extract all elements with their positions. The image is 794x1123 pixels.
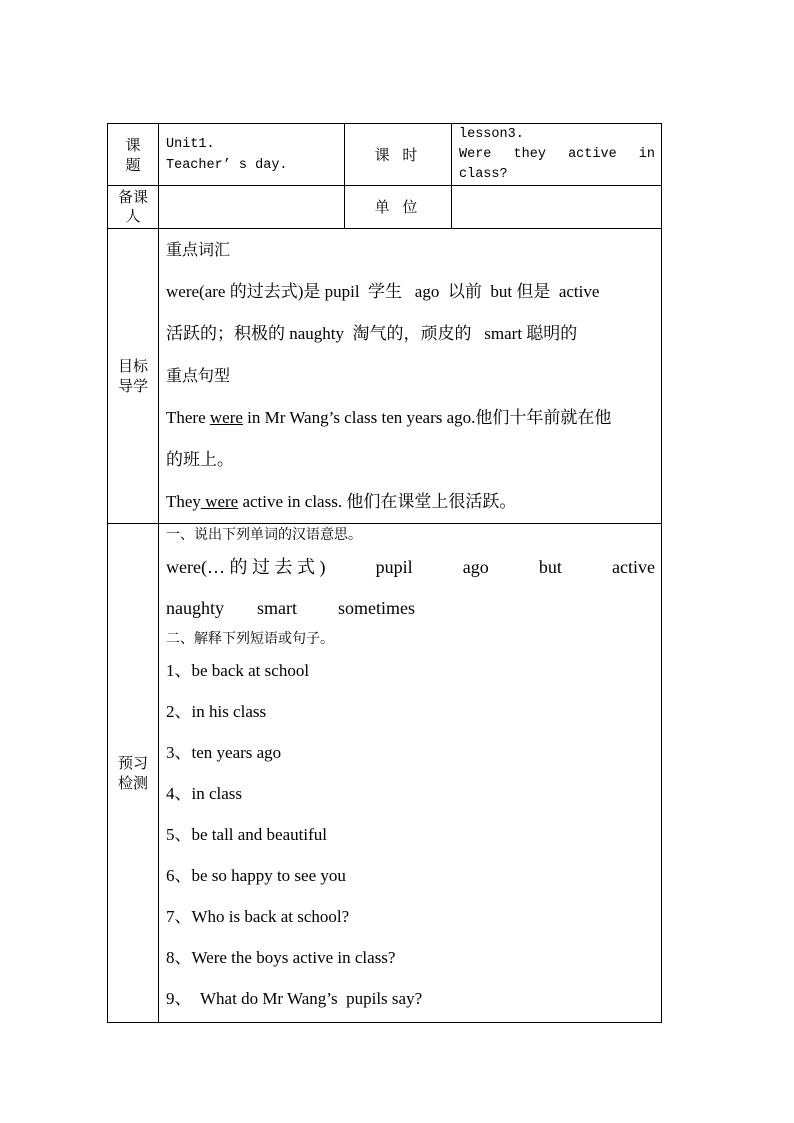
period-label: 课 时 — [374, 145, 422, 164]
goals-row — [108, 229, 662, 524]
word-ago: ago — [462, 557, 489, 577]
sentence-1-end: in Mr Wang’s class ten years ago.他们十年前就在他 — [242, 408, 612, 427]
lesson-plan-table — [107, 123, 662, 1023]
word-pupil: pupil — [375, 557, 413, 577]
section-2-title: 二、解释下列短语或句子。 — [166, 631, 334, 647]
unit-label-cell — [345, 186, 452, 229]
topic-value-cell — [159, 124, 345, 186]
preparer-value-cell[interactable] — [159, 186, 345, 229]
goals-label: 目标导学 — [117, 357, 148, 395]
sentence-2-start: They — [166, 492, 201, 511]
sentence-2-underlined: were — [200, 492, 239, 511]
key-sentence-2 — [166, 481, 655, 523]
preparer-label-cell — [108, 186, 159, 229]
unit-label: 单 位 — [374, 198, 422, 216]
period-label-cell — [345, 124, 452, 186]
words-row-1 — [166, 546, 655, 588]
topic-label-cell — [108, 124, 159, 186]
phrase-item-9: 9、 What do Mr Wang’s pupils say? — [166, 989, 423, 1008]
period-title-line: Were they active in — [459, 146, 655, 162]
sentence-2-end: active in class. 他们在课堂上很活跃。 — [238, 492, 517, 511]
key-sentence-1-cont: 的班上。 — [166, 450, 234, 469]
topic-title: Teacher’ s day. — [166, 157, 288, 173]
words-row-2 — [166, 588, 655, 628]
preparer-row — [108, 186, 662, 229]
period-title-end: class? — [459, 166, 508, 182]
word-but: but — [538, 557, 562, 577]
section-1-title: 一、说出下列单词的汉语意思。 — [166, 527, 362, 543]
word-active: active — [612, 557, 655, 577]
phrase-item-2: 2、in his class — [166, 702, 267, 721]
preview-label: 预习检测 — [117, 754, 148, 792]
period-value-cell — [452, 124, 662, 186]
preview-row — [108, 524, 662, 1023]
header-row — [108, 124, 662, 186]
preparer-label: 备课人 — [117, 188, 148, 225]
topic-label: 课题 — [125, 135, 141, 174]
period-lesson: lesson3. — [459, 126, 524, 142]
goals-content-cell — [159, 229, 662, 524]
word-were: were(… 的 过 去 式 ) — [166, 557, 326, 577]
lesson-plan-sheet — [107, 123, 661, 1023]
phrase-item-4: 4、in class — [166, 784, 243, 803]
preview-label-cell — [108, 524, 159, 1023]
phrase-item-3: 3、ten years ago — [166, 743, 282, 762]
preview-content-cell — [159, 524, 662, 1023]
vocab-line-1: were(are 的过去式)是 pupil 学生 ago 以前 but 但是 active — [166, 282, 600, 301]
word-sometimes: sometimes — [338, 598, 415, 618]
vocab-heading: 重点词汇 — [166, 240, 231, 259]
sentence-1-start: There — [166, 408, 210, 427]
vocab-line-2: 活跃的；积极的 naughty 淘气的，顽皮的 smart 聪明的 — [166, 324, 578, 343]
goals-label-cell — [108, 229, 159, 524]
phrase-item-6: 6、be so happy to see you — [166, 866, 346, 885]
sentence-1-underlined: were — [209, 408, 243, 427]
word-smart: smart — [257, 598, 297, 618]
unit-value-cell[interactable] — [452, 186, 662, 229]
topic-unit: Unit1. — [166, 136, 215, 152]
phrase-item-7: 7、Who is back at school? — [166, 907, 350, 926]
phrase-item-8: 8、Were the boys active in class? — [166, 948, 396, 967]
key-sentence-1 — [166, 397, 655, 439]
sentence-heading: 重点句型 — [166, 366, 231, 385]
word-naughty: naughty — [166, 598, 224, 618]
phrase-item-5: 5、be tall and beautiful — [166, 825, 327, 844]
phrase-item-1: 1、be back at school — [166, 661, 310, 680]
